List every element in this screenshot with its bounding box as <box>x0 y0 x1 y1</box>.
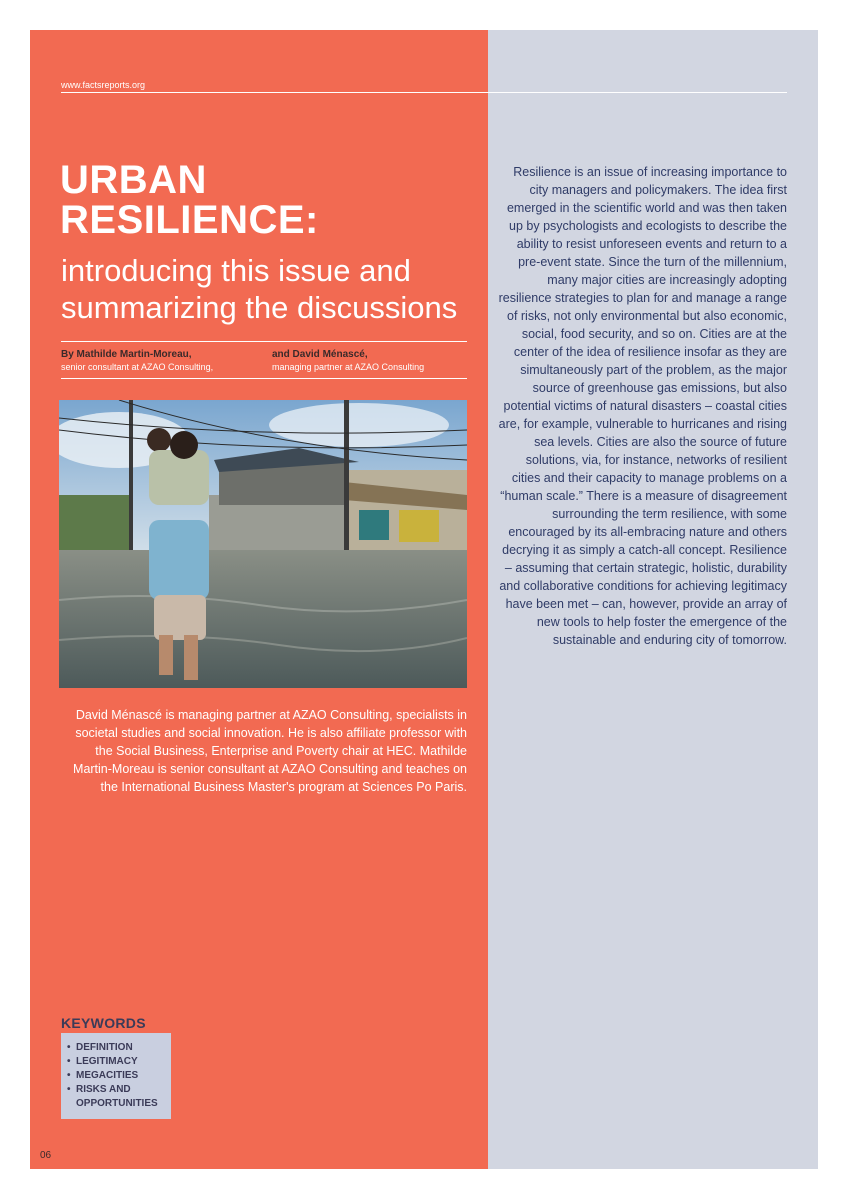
header-rule <box>61 92 787 93</box>
bullet-icon: • <box>67 1084 71 1095</box>
keyword-item: • DEFINITION <box>67 1042 133 1053</box>
bullet-icon: • <box>67 1070 71 1081</box>
byline-rule-top <box>61 341 467 342</box>
author-1 <box>61 348 213 373</box>
author-2-role: managing partner at AZAO Consulting <box>272 362 425 372</box>
author-bio: David Ménascé is managing partner at AZAO Consulting, specialists in societal studies and social innovation. He is also affiliate professor with the Social Business, Enterprise and Poverty chair at HEC. Mathilde Martin-Moreau is senior consultant at AZAO Consulting and teaches on the International Business Master's program at Sciences Po Paris. <box>73 708 467 794</box>
flooded-street-illustration <box>59 400 467 688</box>
page-number: 06 <box>40 1150 52 1161</box>
author-1-name: By Mathilde Martin-Moreau, <box>61 349 192 360</box>
article-subtitle: introducing this issue and summarizing the discussions <box>61 253 458 325</box>
title-line-1: URBAN <box>60 158 207 202</box>
author-2-name: and David Ménascé, <box>272 349 368 360</box>
keyword-item: • RISKS AND OPPORTUNITIES <box>67 1084 158 1109</box>
flooded-street-photo <box>59 400 467 688</box>
author-1-role: senior consultant at AZAO Consulting, <box>61 362 214 372</box>
bullet-icon: • <box>67 1042 71 1053</box>
keyword-item: • LEGITIMACY <box>67 1056 138 1067</box>
author-2 <box>272 348 424 373</box>
keywords-box <box>61 1033 171 1119</box>
site-url[interactable]: www.factsreports.org <box>61 80 146 90</box>
keyword-item: • MEGACITIES <box>67 1070 139 1081</box>
bullet-icon: • <box>67 1056 71 1067</box>
keywords-list <box>61 1033 171 1111</box>
article-title <box>60 160 319 240</box>
title-line-2: RESILIENCE: <box>60 198 319 242</box>
keywords-title: KEYWORDS <box>61 1015 146 1031</box>
article-body: Resilience is an issue of increasing importance to city managers and policymakers. The idea first emerged in the scientific world and was then taken up by psychologists and ecologists to describe the ability to resist unforeseen events and return to a pre-event state. Since the turn of the millennium, many major cities are increasingly adopting resilience strategies to plan for and manage a range of risks, not only environmental but also economic, social, food security, and so on. Cities are at the center of the idea of resilience insofar as they are simultaneously part of the problem, as the major source of greenhouse gas emissions, but also potential victims of natural disasters – coastal cities are, for example, vulnerable to hurricanes and rising sea levels. Cities are also the source of future solutions, via, for instance, networks of resilient cities and their capacity to manage problems on a “human scale.” There is a measure of disagreement surrounding the term resilience, with some encouraged by its all-embracing nature and others decrying it as simply a catch-all concept. Resilience – assuming that certain strategic, holistic, durability and collaborative conditions for achieving legitimacy have been met – can, however, provide an array of new tools to help foster the emergence of the sustainable and enduring city of tomorrow. <box>498 165 787 647</box>
byline-rule-bottom <box>61 378 467 379</box>
